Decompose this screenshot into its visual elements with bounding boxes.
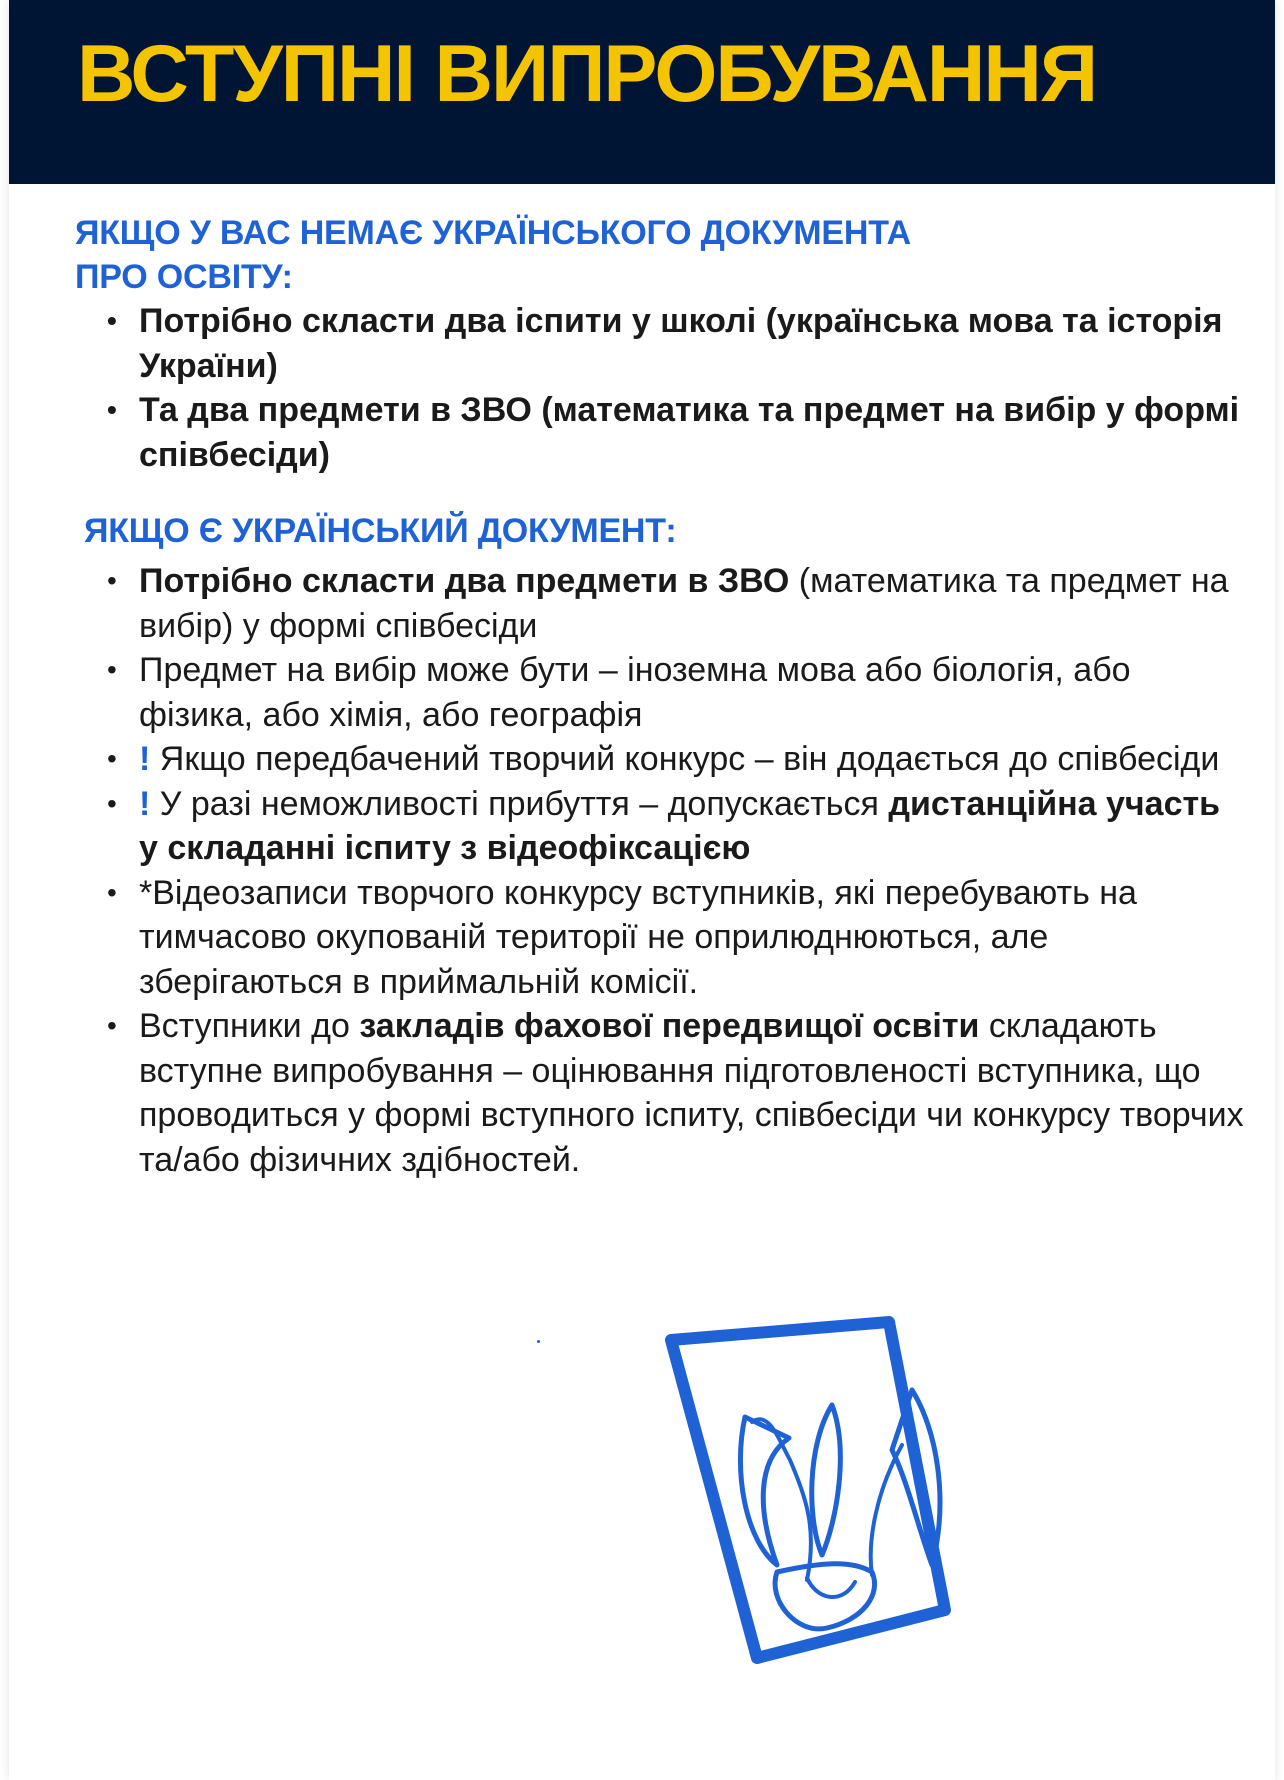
bullet-icon: • xyxy=(107,565,117,596)
section-heading xyxy=(9,211,1275,299)
bullet-icon: • xyxy=(107,394,117,425)
requirements-list xyxy=(9,299,1275,477)
bullet-icon: • xyxy=(107,743,117,774)
document-page xyxy=(9,0,1275,1780)
list-item xyxy=(9,388,1275,477)
list-item xyxy=(9,1004,1275,1182)
list-item-text: Якщо передбачений творчий конкурс – він додається до співбесіди xyxy=(150,740,1220,778)
exclamation-icon: ! xyxy=(139,740,151,778)
bullet-icon: • xyxy=(107,876,117,908)
list-item-text: У разі неможливості прибуття – допускається xyxy=(150,784,889,823)
list-item-text: (математика та предмет на вибір) у формі співбесіди xyxy=(139,562,1229,645)
list-item xyxy=(9,737,1275,782)
bullet-icon: • xyxy=(107,305,117,336)
list-item xyxy=(9,782,1275,871)
bullet-icon: • xyxy=(107,654,117,685)
list-item-text: *Відеозаписи творчого конкурсу вступників, які перебувають на тимчасово окупованій території не оприлюднюються, але зберігаються в приймальній комісії. xyxy=(139,873,1137,1001)
list-item-text: складають вступне випробування – оцінювання підготовленості вступника, що проводиться у формі вступного іспиту, співбесіди чи конкурсу творчих та/або фізичних здібностей. xyxy=(139,1007,1244,1179)
header-banner xyxy=(9,0,1275,184)
bullet-icon: • xyxy=(107,1010,117,1041)
list-item-bold-text: дистанційна участь у складанні іспиту з відеофіксацією xyxy=(139,784,1221,867)
list-item-text: Та два предмети в ЗВО (математика та предмет на вибір у формі співбесіди) xyxy=(139,391,1240,474)
section-heading-line2: ПРО ОСВІТУ: xyxy=(75,258,293,296)
page-title: ВСТУПНІ ВИПРОБУВАННЯ xyxy=(77,29,1097,119)
exclamation-icon: ! xyxy=(139,784,151,823)
section-no-ukrainian-document xyxy=(9,211,1275,477)
section-heading: ЯКЩО Є УКРАЇНСЬКИЙ ДОКУМЕНТ: xyxy=(84,512,677,550)
list-item xyxy=(9,559,1275,648)
bullet-icon: • xyxy=(107,787,117,819)
ink-dot xyxy=(537,1340,540,1343)
list-item xyxy=(9,299,1275,388)
list-item-bold-text: закладів фахової передвищої освіти xyxy=(359,1007,980,1045)
requirements-list xyxy=(9,559,1275,1182)
list-item-text: Вступники до xyxy=(139,1007,360,1045)
list-item-bold-text: Потрібно скласти два предмети в ЗВО xyxy=(139,562,790,600)
trident-coat-of-arms-icon xyxy=(657,1310,1037,1680)
section-heading-line1: ЯКЩО У ВАС НЕМАЄ УКРАЇНСЬКОГО ДОКУМЕНТА xyxy=(75,214,911,252)
list-item-text: Предмет на вибір може бути – іноземна мова або біологія, або фізика, або хімія, або географія xyxy=(139,651,1131,734)
section-has-ukrainian-document xyxy=(9,509,1275,1182)
list-item xyxy=(9,871,1275,1005)
list-item xyxy=(9,648,1275,737)
list-item-text: Потрібно скласти два іспити у школі (українська мова та історія України) xyxy=(139,302,1223,385)
